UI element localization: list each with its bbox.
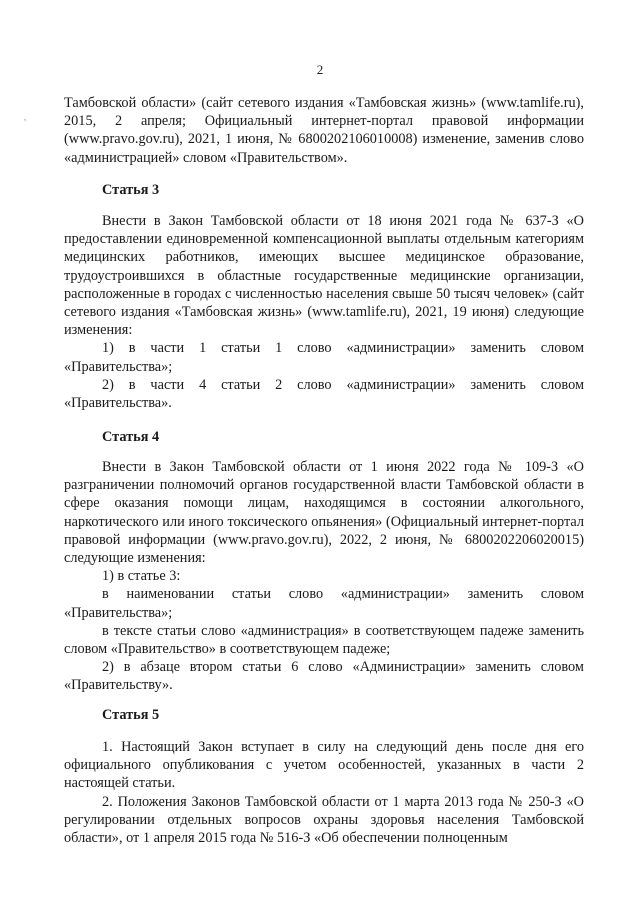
article-4-paragraph: Внести в Закон Тамбовской области от 1 июня 2022 года № 109-З «О разграничении полномочий органов государственной власти Тамбовской области в сфере оказания помощи лицам, находящимся в состоянии алкогольного, наркотического или иного токсического опьянения» (Официальный интернет-портал правовой информации (www.pravo.gov.ru), 2022, 2 июня, № 6800202206020015) следующие изменения: xyxy=(64,459,584,567)
article-4-item-1: 1) в статье 3: xyxy=(102,568,181,585)
article-5-heading: Статья 5 xyxy=(102,707,160,723)
article-3-heading: Статья 3 xyxy=(102,182,160,198)
article-3-paragraph: Внести в Закон Тамбовской области от 18 июня 2021 года № 637-З «О предоставлении единовременной компенсационной выплаты отдельным категориям медицинских работников, имеющих высшее медицинское образование, трудоустроившихся в областные государственные медицинские организации, расположенные в городах с численностью населения свыше 50 тысяч человек» (сайт сетевого издания «Тамбовская жизнь» (www.tamlife.ru), 2021, 19 июня) следующие изменения: xyxy=(64,213,584,339)
article-3-item-1: 1) в части 1 статьи 1 слово «администрации» заменить словом «Правительства»; xyxy=(64,340,584,375)
article-5-part-2: 2. Положения Законов Тамбовской области от 1 марта 2013 года № 250-З «О регулировании отдельных вопросов охраны здоровья населения Тамбовской области», от 1 апреля 2015 года № 516-З «Об обеспечении полноценным xyxy=(64,793,584,847)
article-4-heading: Статья 4 xyxy=(102,429,160,445)
margin-mark: , xyxy=(24,112,27,122)
article-3-item-2: 2) в части 4 статьи 2 слово «администрации» заменить словом «Правительства». xyxy=(64,376,584,412)
article-4-subitem-1: в наименовании статьи слово «администрации» заменить словом «Правительства»; xyxy=(64,586,584,621)
article-3-body xyxy=(64,212,584,412)
intro-paragraph xyxy=(64,94,584,167)
intro-text: Тамбовской области» (сайт сетевого издания «Тамбовская жизнь» (www.tamlife.ru), 2015, 2 апреля; Официальный интернет-портал правовой информации (www.pravo.gov.ru), 2021, 1 июня, № 6800202106010008) изменение, заменив слово «администрацией» словом «Правительством». xyxy=(64,95,584,166)
page-number: 2 xyxy=(316,62,324,77)
article-4-item-2: 2) в абзаце втором статьи 6 слово «Администрации» заменить словом «Правительству». xyxy=(64,659,584,694)
article-5-part-1: 1. Настоящий Закон вступает в силу на следующий день после дня его официального опубликования с учетом особенностей, указанных в части 2 настоящей статьи. xyxy=(64,739,584,792)
article-5-body xyxy=(64,738,584,847)
article-4-body xyxy=(64,458,584,695)
article-4-subitem-2: в тексте статьи слово «администрация» в соответствующем падеже заменить словом «Правительство» в соответствующем падеже; xyxy=(64,622,584,658)
